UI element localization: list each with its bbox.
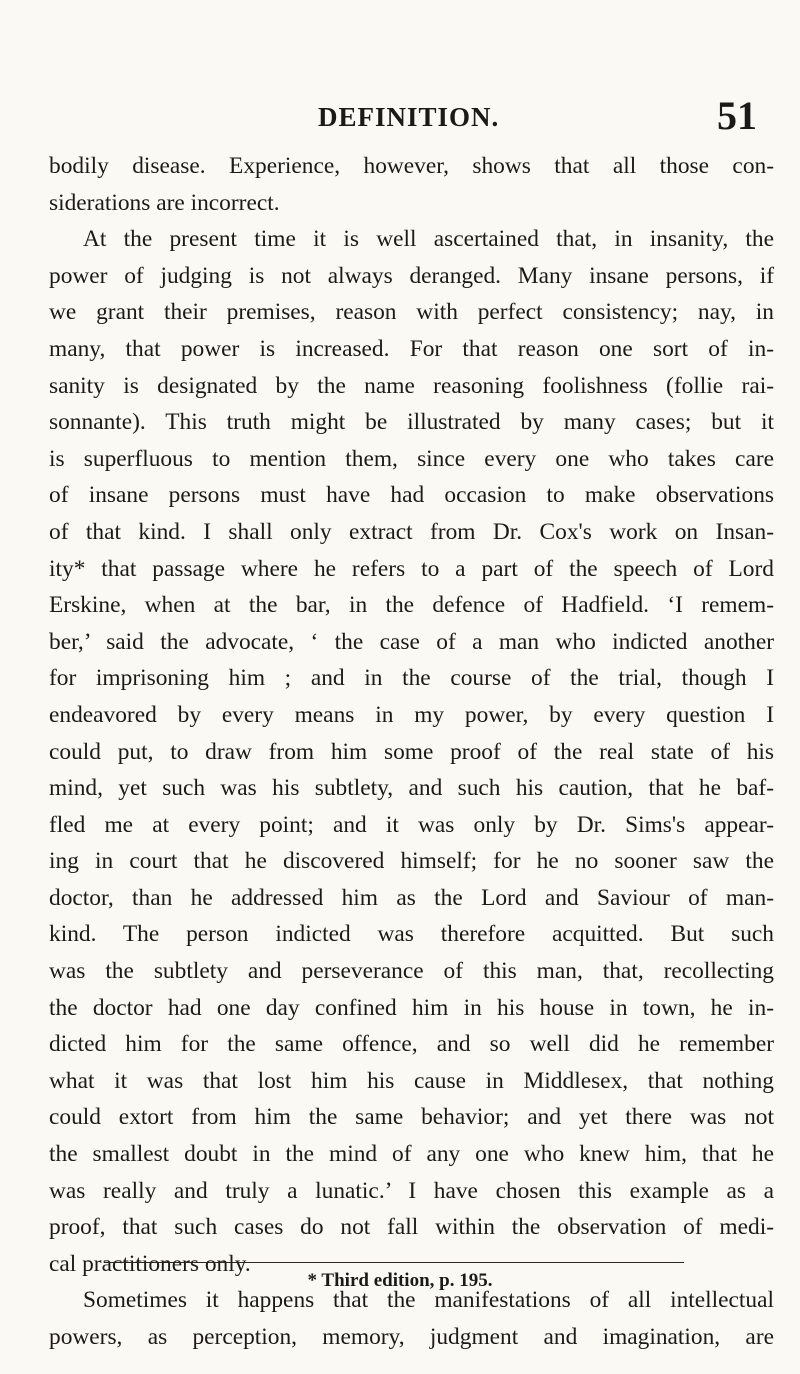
text-line: bodily disease. Experience, however, shows that all those con- — [49, 153, 774, 179]
body-text — [49, 148, 774, 1356]
text-line: mind, yet such was his subtlety, and such his caution, that he baf- — [49, 775, 774, 802]
footnote: * Third edition, p. 195. — [307, 1270, 493, 1291]
text-line: proof, that such cases do not fall within the observation of medi- — [49, 1214, 774, 1241]
running-head: DEFINITION. — [318, 102, 500, 132]
text-line: what it was that lost him his cause in Middlesex, that nothing — [49, 1067, 774, 1094]
text-line: fled me at every point; and it was only by Dr. Sims's appear- — [49, 811, 774, 838]
text-line: dicted him for the same offence, and so well did he remember — [49, 1031, 774, 1058]
paragraph — [49, 221, 774, 1282]
text-line: ity* that passage where he refers to a part of the speech of Lord — [49, 555, 774, 582]
text-line: ber,’ said the advocate, ‘ the case of a man who indicted another — [49, 628, 774, 655]
text-line: powers, as perception, memory, judgment and imagination, are — [49, 1324, 774, 1350]
text-line: the doctor had one day confined him in his house in town, he in- — [49, 994, 774, 1021]
text-line: is superfluous to mention them, since every one who takes care — [49, 445, 774, 472]
text-line: sanity is designated by the name reasoning foolishness (follie rai- — [49, 372, 774, 399]
text-line: of that kind. I shall only extract from Dr. Cox's work on Insan- — [49, 518, 774, 545]
text-line: was the subtlety and perseverance of this man, that, recollecting — [49, 958, 774, 985]
page-header — [0, 92, 800, 142]
text-line: sonnante). This truth might be illustrated by many cases; but it — [49, 409, 774, 436]
text-line: was really and truly a lunatic.’ I have chosen this example as a — [49, 1177, 774, 1204]
text-line: endeavored by every means in my power, by every question I — [49, 701, 774, 728]
text-line: for imprisoning him ; and in the course of the trial, though I — [49, 665, 774, 692]
text-line: power of judging is not always deranged. Many insane persons, if — [49, 262, 774, 289]
footnote-rule — [104, 1262, 684, 1263]
text-line: we grant their premises, reason with perfect consistency; nay, in — [49, 299, 774, 326]
text-line: kind. The person indicted was therefore acquitted. But such — [49, 921, 774, 948]
text-line: ing in court that he discovered himself; for he no sooner saw the — [49, 848, 774, 875]
text-line: cal practitioners only. — [49, 1250, 251, 1277]
text-line: At the present time it is well ascertained that, in insanity, the — [83, 226, 774, 253]
text-line: could put, to draw from him some proof of the real state of his — [49, 738, 774, 765]
text-line: the smallest doubt in the mind of any one who knew him, that he — [49, 1141, 774, 1168]
text-line: siderations are incorrect. — [49, 189, 280, 216]
text-line: Erskine, when at the bar, in the defence of Hadfield. ‘I remem- — [49, 592, 774, 619]
paragraph — [49, 1282, 774, 1355]
text-line: of insane persons must have had occasion to make observations — [49, 482, 774, 509]
text-line: Sometimes it happens that the manifestations of all intellectual — [83, 1287, 774, 1314]
page-number: 51 — [717, 93, 757, 138]
paragraph — [49, 148, 774, 221]
text-line: could extort from him the same behavior; and yet there was not — [49, 1104, 774, 1131]
text-line: many, that power is increased. For that reason one sort of in- — [49, 335, 774, 362]
text-line: doctor, than he addressed him as the Lord and Saviour of man- — [49, 884, 774, 911]
